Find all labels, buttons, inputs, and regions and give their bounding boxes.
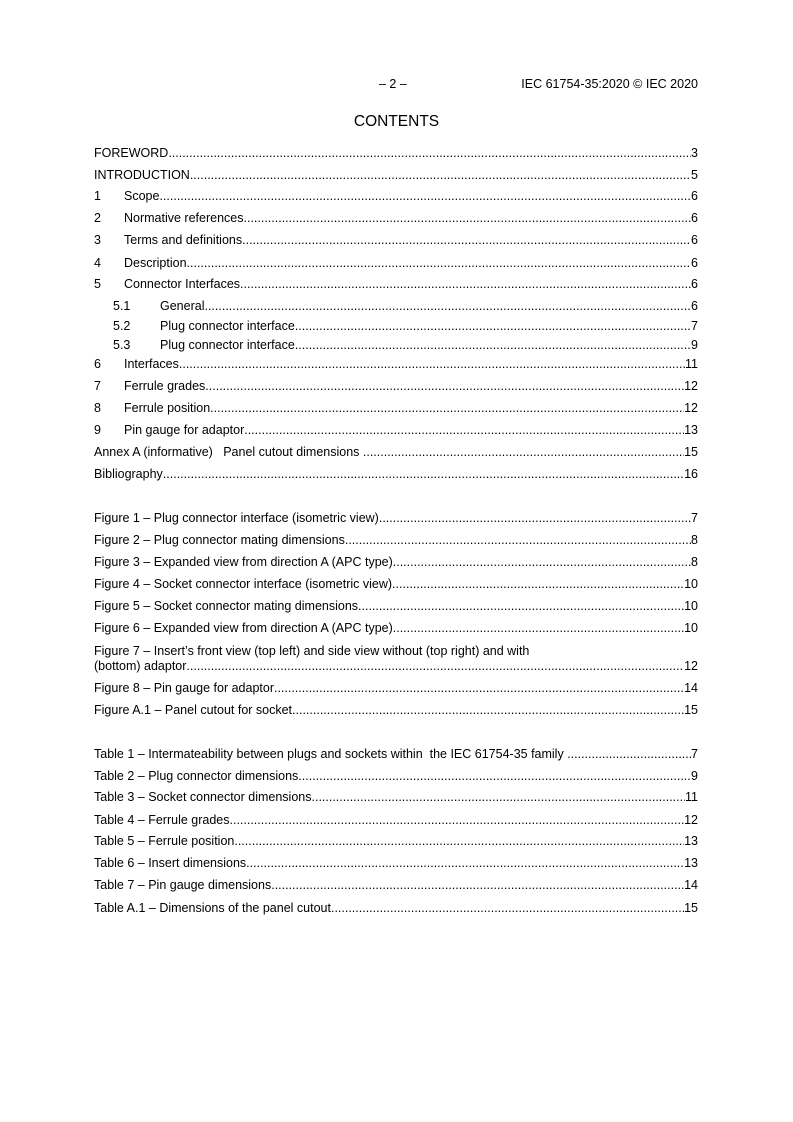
- toc-table-3[interactable]: [94, 790, 698, 805]
- toc-entry-page: 12: [684, 659, 698, 673]
- toc-entry-page: 15: [684, 703, 698, 717]
- page-number: – 2 –: [379, 77, 407, 91]
- dot-leader: [358, 599, 684, 614]
- toc-figure-2[interactable]: [94, 533, 698, 548]
- toc-entry-page: 15: [684, 445, 698, 459]
- toc-entry-terms-definitions[interactable]: [94, 233, 698, 248]
- toc-entry-label: FOREWORD: [94, 146, 169, 160]
- toc-entry-number: 7: [94, 379, 101, 393]
- toc-entry-number: 6: [94, 357, 101, 371]
- toc-entry-label: Bibliography: [94, 467, 163, 481]
- toc-entry-label: Table 3 – Socket connector dimensions: [94, 790, 312, 804]
- toc-entry-page: 7: [691, 319, 698, 333]
- toc-entry-ferrule-position[interactable]: [94, 401, 698, 416]
- dot-leader: [204, 299, 691, 314]
- toc-entry-label: Pin gauge for adaptor: [124, 423, 245, 437]
- toc-entry-page: 13: [684, 423, 698, 437]
- dot-leader: [363, 445, 684, 460]
- toc-entry-page: 10: [684, 577, 698, 591]
- toc-entry-introduction[interactable]: [94, 168, 698, 183]
- toc-entry-page: 12: [684, 379, 698, 393]
- toc-entry-number: 5.1: [113, 299, 131, 313]
- toc-entry-label: Interfaces: [124, 357, 179, 371]
- dot-leader: [312, 790, 686, 805]
- toc-entry-page: 6: [691, 233, 698, 247]
- toc-figure-1[interactable]: [94, 511, 698, 526]
- toc-entry-label: INTRODUCTION: [94, 168, 190, 182]
- toc-entry-label: Ferrule position: [124, 401, 211, 415]
- toc-entry-scope[interactable]: [94, 189, 698, 204]
- toc-entry-interfaces[interactable]: [94, 357, 698, 372]
- toc-entry-page: 8: [691, 533, 698, 547]
- toc-entry-label: Table 2 – Plug connector dimensions: [94, 769, 299, 783]
- toc-entry-connector-interfaces[interactable]: [94, 277, 698, 292]
- toc-entry-wrap: [94, 644, 698, 674]
- toc-entry-page: 14: [684, 681, 698, 695]
- toc-figure-5[interactable]: [94, 599, 698, 614]
- dot-leader: [242, 233, 691, 248]
- toc-entry-annex-a[interactable]: [94, 445, 698, 460]
- dot-leader: [210, 401, 684, 416]
- toc-entry-label: Table 7 – Pin gauge dimensions: [94, 878, 272, 892]
- toc-entry-general[interactable]: [113, 299, 698, 314]
- toc-entry-label: Scope: [124, 189, 160, 203]
- toc-entry-label: Normative references: [124, 211, 244, 225]
- toc-entry-description[interactable]: [94, 256, 698, 271]
- toc-entry-label: Table 6 – Insert dimensions: [94, 856, 247, 870]
- dot-leader: [186, 659, 684, 674]
- toc-entry-normative-references[interactable]: [94, 211, 698, 226]
- toc-entry-page: 15: [684, 901, 698, 915]
- page-header: [94, 77, 698, 93]
- dot-leader: [379, 511, 691, 526]
- dot-leader: [244, 423, 684, 438]
- toc-entry-page: 16: [684, 467, 698, 481]
- toc-entry-label: Figure 4 – Socket connector interface (isometric view): [94, 577, 393, 591]
- dot-leader: [230, 813, 685, 828]
- toc-table-a1[interactable]: [94, 901, 698, 916]
- dot-leader: [298, 769, 691, 784]
- toc-entry-number: 5: [94, 277, 101, 291]
- toc-entry-label: Figure 3 – Expanded view from direction A (APC type): [94, 555, 393, 569]
- document-id: IEC 61754-35:2020 © IEC 2020: [521, 77, 698, 91]
- toc-entry-number: 9: [94, 423, 101, 437]
- dot-leader: [234, 834, 684, 849]
- toc-entry-page: 12: [684, 401, 698, 415]
- dot-leader: [159, 189, 691, 204]
- toc-entry-page: 7: [691, 747, 698, 761]
- toc-entry-label: Figure 1 – Plug connector interface (isometric view): [94, 511, 379, 525]
- dot-leader: [331, 901, 684, 916]
- dot-leader: [168, 146, 691, 161]
- toc-entry-label: Description: [124, 256, 187, 270]
- dot-leader: [240, 277, 691, 292]
- toc-entry-page: 11: [685, 790, 698, 804]
- dot-leader: [246, 856, 684, 871]
- toc-entry-page: 12: [684, 813, 698, 827]
- dot-leader: [393, 621, 684, 636]
- toc-entry-ferrule-grades[interactable]: [94, 379, 698, 394]
- toc-entry-page: 10: [684, 621, 698, 635]
- toc-entry-bibliography[interactable]: [94, 467, 698, 482]
- dot-leader: [163, 467, 684, 482]
- toc-entry-page: 6: [691, 189, 698, 203]
- toc-entry-label: Annex A (informative) Panel cutout dimensions: [94, 445, 363, 459]
- toc-entry-page: 6: [691, 277, 698, 291]
- toc-entry-number: 1: [94, 189, 101, 203]
- dot-leader: [274, 681, 684, 696]
- toc-entry-label: General: [160, 299, 205, 313]
- dot-leader: [567, 747, 691, 762]
- toc-entry-label: Table 4 – Ferrule grades: [94, 813, 230, 827]
- toc-entry-label-line2: (bottom) adaptor: [94, 659, 187, 673]
- toc-table-2[interactable]: [94, 769, 698, 784]
- toc-entry-label: Plug connector interface: [160, 338, 295, 352]
- toc-entry-page: 6: [691, 299, 698, 313]
- toc-entry-label: Figure 5 – Socket connector mating dimensions: [94, 599, 359, 613]
- toc-entry-page: 14: [684, 878, 698, 892]
- toc-entry-number: 5.3: [113, 338, 131, 352]
- toc-entry-plug-connector-interface-5-2[interactable]: [113, 319, 698, 334]
- dot-leader: [392, 577, 684, 592]
- toc-entry-plug-connector-interface-5-3[interactable]: [113, 338, 698, 353]
- toc-figure-8[interactable]: [94, 681, 698, 696]
- toc-figure-a1[interactable]: [94, 703, 698, 718]
- dot-leader: [271, 878, 684, 893]
- toc-entry-page: 6: [691, 211, 698, 225]
- toc-entry-label: Ferrule grades: [124, 379, 206, 393]
- toc-entry-label: Table 1 – Intermateability between plugs and sockets within the IEC 61754-35 family: [94, 747, 568, 761]
- toc-entry-number: 8: [94, 401, 101, 415]
- toc-figure-7[interactable]: [94, 643, 698, 674]
- toc-entry-label: Figure 6 – Expanded view from direction A (APC type): [94, 621, 393, 635]
- toc-entry-number: 4: [94, 256, 101, 270]
- toc-table-5[interactable]: [94, 834, 698, 849]
- dot-leader: [190, 168, 691, 183]
- toc-entry-number: 2: [94, 211, 101, 225]
- dot-leader: [205, 379, 684, 394]
- toc-entry-page: 9: [691, 769, 698, 783]
- dot-leader: [244, 211, 692, 226]
- toc-entry-page: 9: [691, 338, 698, 352]
- toc-entry-pin-gauge[interactable]: [94, 423, 698, 438]
- toc-entry-label: Table 5 – Ferrule position: [94, 834, 235, 848]
- toc-entry-page: 7: [691, 511, 698, 525]
- toc-entry-number: 5.2: [113, 319, 131, 333]
- toc-entry-page: 11: [685, 357, 698, 371]
- toc-figure-6[interactable]: [94, 621, 698, 636]
- toc-entry-row2: [94, 659, 698, 674]
- toc-entry-label: Table A.1 – Dimensions of the panel cutout: [94, 901, 331, 915]
- toc-table-7[interactable]: [94, 878, 698, 893]
- toc-entry-page: 6: [691, 256, 698, 270]
- toc-entry-label: Figure 2 – Plug connector mating dimensions: [94, 533, 345, 547]
- toc-entry-page: 5: [691, 168, 698, 182]
- dot-leader: [345, 533, 691, 548]
- toc-table-1[interactable]: [94, 747, 698, 762]
- toc-entry-label: Plug connector interface: [160, 319, 295, 333]
- toc-figure-4[interactable]: [94, 577, 698, 592]
- dot-leader: [295, 338, 691, 353]
- toc-entry-foreword[interactable]: [94, 146, 698, 161]
- contents-title: CONTENTS: [353, 113, 440, 130]
- toc-table-6[interactable]: [94, 856, 698, 871]
- toc-figure-3[interactable]: [94, 555, 698, 570]
- toc-entry-number: 3: [94, 233, 101, 247]
- toc-entry-label-line1: Figure 7 – Insert’s front view (top left) and side view without (top right) and with: [94, 644, 530, 658]
- dot-leader: [179, 357, 685, 372]
- toc-entry-label: Terms and definitions: [124, 233, 243, 247]
- toc-table-4[interactable]: [94, 813, 698, 828]
- toc-entry-page: 13: [684, 834, 698, 848]
- dot-leader: [292, 703, 684, 718]
- dot-leader: [295, 319, 691, 334]
- toc-entry-page: 3: [691, 146, 698, 160]
- dot-leader: [393, 555, 691, 570]
- toc-entry-label: Connector Interfaces: [124, 277, 241, 291]
- dot-leader: [187, 256, 692, 271]
- toc-entry-page: 13: [684, 856, 698, 870]
- toc-entry-label: Figure A.1 – Panel cutout for socket: [94, 703, 293, 717]
- toc-entry-page: 8: [691, 555, 698, 569]
- toc-entry-label: Figure 8 – Pin gauge for adaptor: [94, 681, 274, 695]
- toc-entry-page: 10: [684, 599, 698, 613]
